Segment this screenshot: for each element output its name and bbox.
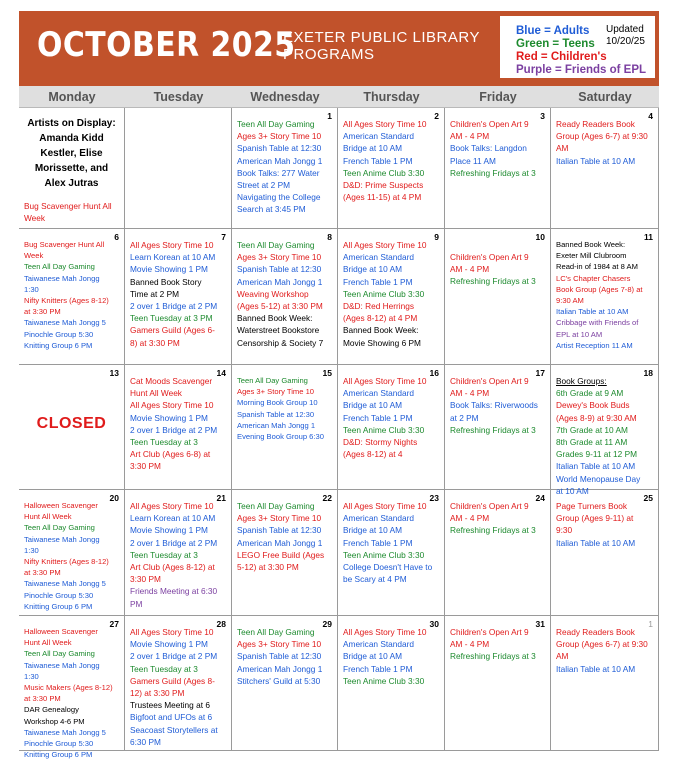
day-number: 30: [429, 619, 439, 629]
event-item: LEGO Free Build (Ages 5-12) at 3:30 PM: [237, 549, 325, 573]
event-item: Ages 3+ Story Time 10: [237, 639, 322, 650]
event-item: Teen Tuesday at 3: [130, 437, 198, 448]
event-list: [237, 118, 327, 216]
event-item: Bug Scavenger Hunt All Week: [24, 240, 105, 261]
day-cell: [551, 229, 659, 365]
event-item: Banned Book Story Time at 2 PM: [130, 276, 202, 299]
event-item: Refreshing Fridays at 3: [450, 276, 536, 287]
event-item: Nifty Knitters (Ages 8-12) at 3:30 PM: [24, 296, 109, 317]
day-number: 14: [216, 368, 226, 378]
event-item: American Mah Jongg 1: [237, 276, 323, 287]
day-number: 28: [216, 619, 226, 629]
weekday-monday: Monday: [48, 90, 96, 104]
event-item: Taiwanese Mah Jongg 5: [24, 727, 106, 737]
event-item: Pinochle Group 5:30: [24, 590, 94, 600]
event-list: [130, 375, 221, 473]
event-item: Page Turners Book Group (Ages 9-11) at 9:30: [556, 501, 634, 536]
event-item: Children's Open Art 9 AM - 4 PM: [450, 501, 529, 524]
event-item: Spanish Table at 12:30: [237, 264, 322, 275]
event-item: Cribbage with Friends of EPL at 10 AM: [556, 318, 639, 339]
event-list: [343, 239, 434, 349]
day-number: 3: [540, 111, 545, 121]
event-item: DAR Genealogy Workshop 4-6 PM: [24, 705, 85, 726]
legend-friends: Purple = Friends of EPL: [516, 64, 647, 76]
day-number: 9: [434, 232, 439, 242]
event-list: [450, 375, 540, 436]
event-item: Banned Book Week: Movie Showing 6 PM: [343, 325, 421, 348]
event-item: Morning Book Group 10: [237, 398, 318, 408]
event-item: Teen All Day Gaming: [237, 627, 315, 637]
event-item: Teen Tuesday at 3: [130, 663, 198, 674]
event-item: Knitting Group 6 PM: [24, 340, 93, 350]
event-item: Music Makers (Ages 8-12) at 3:30 PM: [24, 683, 113, 704]
event-item: Italian Table at 10 AM: [556, 307, 629, 317]
day-cell: [338, 365, 445, 490]
event-item: American Mah Jongg 1: [237, 537, 323, 548]
weekday-saturday: Saturday: [578, 90, 632, 104]
day-cell: [125, 229, 232, 365]
day-cell: [338, 108, 445, 229]
updated-label: Updated: [606, 24, 644, 35]
event-item: French Table 1 PM: [343, 155, 413, 166]
event-item: College Doesn't Have to be Scary at 4 PM: [343, 562, 433, 585]
day-number: 13: [109, 368, 119, 378]
day-number: 25: [643, 493, 653, 503]
event-item: All Ages Story Time 10: [130, 240, 214, 250]
weekday-friday: Friday: [479, 90, 517, 104]
event-item: Italian Table at 10 AM: [556, 461, 636, 472]
event-item: American Standard Bridge at 10 AM: [343, 639, 415, 662]
event-item: Movie Showing 1 PM: [130, 264, 208, 275]
event-list: [556, 500, 648, 549]
day-number: 11: [644, 232, 653, 242]
color-legend: [500, 16, 655, 78]
event-item: Teen Anime Club 3:30: [343, 167, 425, 178]
day-cell: [551, 365, 659, 496]
event-item: 2 over 1 Bridge at 2 PM: [130, 537, 218, 548]
event-item: Teen All Day Gaming: [24, 262, 95, 272]
day-cell: [125, 365, 232, 490]
event-item: Halloween Scavenger Hunt All Week: [24, 501, 98, 522]
event-item: Spanish Table at 12:30: [237, 525, 322, 536]
event-item: Children's Open Art 9 AM - 4 PM: [450, 627, 529, 650]
event-item: Pinochle Group 5:30: [24, 739, 94, 749]
event-item: Movie Showing 1 PM: [130, 639, 208, 650]
event-item: American Standard Bridge at 10 AM: [343, 131, 415, 154]
day-cell: [338, 229, 445, 365]
event-item: Spanish Table at 12:30: [237, 651, 322, 662]
event-list: [450, 626, 540, 663]
calendar-grid: [19, 86, 659, 760]
event-item: All Ages Story Time 10: [343, 376, 427, 386]
event-item: Teen Tuesday at 3 PM: [130, 313, 213, 324]
day-cell: [19, 490, 125, 616]
event-item: Learn Korean at 10 AM: [130, 513, 216, 524]
day-cell: [19, 616, 125, 760]
event-item: Book Talks: Langdon Place 11 AM: [450, 143, 527, 166]
event-list: [237, 239, 327, 349]
weekday-header-row: [19, 86, 659, 108]
artist-line: Amanda Kidd: [39, 133, 104, 144]
event-list: [556, 239, 648, 351]
day-number: 18: [643, 368, 653, 378]
event-item: Italian Table at 10 AM: [556, 155, 636, 166]
event-item: Spanish Table at 12:30: [237, 143, 322, 154]
day-cell: [445, 490, 551, 616]
day-number: 15: [322, 368, 332, 378]
event-item: Refreshing Fridays at 3: [450, 525, 536, 536]
weekday-tuesday: Tuesday: [153, 90, 204, 104]
event-item: Halloween Scavenger Hunt All Week: [24, 627, 98, 648]
event-item: Learn Korean at 10 AM: [130, 252, 216, 263]
event-item: Teen Anime Club 3:30: [343, 288, 425, 299]
event-item: American Standard Bridge at 10 AM: [343, 252, 415, 275]
event-list: [24, 626, 114, 760]
event-item: Nifty Knitters (Ages 8-12) at 3:30 PM: [24, 557, 109, 578]
artists-on-display: [19, 116, 124, 191]
event-item: 2 over 1 Bridge at 2 PM: [130, 424, 218, 435]
event-item: D&D: Prime Suspects (Ages 11-15) at 4 PM: [343, 180, 424, 203]
day-number: 21: [216, 493, 226, 503]
day-cell: [232, 108, 338, 229]
event-item: All Ages Story Time 10: [343, 627, 427, 637]
day-cell: [445, 229, 551, 365]
event-list: [130, 500, 221, 610]
event-item: Pinochle Group 5:30: [24, 329, 94, 339]
event-item: LC's Chapter Chasers Book Group (Ages 7-8) at 9:30 AM: [556, 273, 643, 306]
day-number: 29: [322, 619, 332, 629]
event-item: Taiwanese Mah Jongg 1:30: [24, 534, 100, 555]
event-list: [450, 251, 540, 288]
day-cell: [551, 616, 659, 751]
day-number: 27: [109, 619, 119, 629]
event-item: Movie Showing 1 PM: [130, 412, 208, 423]
calendar-header: [19, 11, 659, 86]
legend-adults: Blue = Adults: [516, 25, 590, 37]
day-number: 4: [648, 111, 653, 121]
event-item: All Ages Story Time 10: [343, 240, 427, 250]
event-item: Teen Tuesday at 3: [130, 549, 198, 560]
event-list: [450, 118, 540, 179]
day-number: 16: [429, 368, 439, 378]
event-item: All Ages Story Time 10: [130, 627, 214, 637]
event-item: Refreshing Fridays at 3: [450, 424, 536, 435]
event-item: 2 over 1 Bridge at 2 PM: [130, 301, 218, 312]
event-item: Teen All Day Gaming: [237, 119, 315, 129]
event-item: Banned Book Week: Waterstreet Bookstore Censorship & Society 7: [237, 313, 324, 348]
event-item: Italian Table at 10 AM: [556, 537, 636, 548]
event-item: Children's Open Art 9 AM - 4 PM: [450, 376, 529, 399]
artist-line: Alex Jutras: [44, 178, 99, 189]
event-item: Teen All Day Gaming: [24, 523, 95, 533]
day-cell: [19, 365, 125, 490]
event-item: Movie Showing 1 PM: [130, 525, 208, 536]
day-number: 8: [327, 232, 332, 242]
library-name: [283, 29, 480, 63]
event-list: [24, 200, 114, 224]
event-item: Teen Anime Club 3:30: [343, 424, 425, 435]
event-list: [556, 375, 648, 497]
event-item: Taiwanese Mah Jongg 5: [24, 318, 106, 328]
event-item: Teen Anime Club 3:30: [343, 675, 425, 686]
event-item: Friends Meeting at 6:30 PM: [130, 586, 218, 609]
event-item: 7th Grade at 10 AM: [556, 424, 628, 435]
event-item: Teen All Day Gaming: [24, 649, 95, 659]
day-cell: [551, 108, 659, 229]
event-item: Refreshing Fridays at 3: [450, 651, 536, 662]
event-item: French Table 1 PM: [343, 276, 413, 287]
event-item: Knitting Group 6 PM: [24, 750, 93, 760]
day-cell: [19, 229, 125, 365]
day-number: 31: [535, 619, 545, 629]
event-list: [237, 500, 327, 573]
weekday-wednesday: Wednesday: [250, 90, 320, 104]
event-item: Book Groups:: [556, 376, 607, 386]
event-item: Children's Open Art 9 AM - 4 PM: [450, 252, 529, 275]
event-item: Taiwanese Mah Jongg 1:30: [24, 273, 100, 294]
day-number: 10: [535, 232, 545, 242]
day-number: 1: [648, 619, 653, 629]
day-cell: [125, 490, 232, 616]
event-item: Teen All Day Gaming: [237, 240, 315, 250]
event-list: [237, 375, 327, 442]
weekday-thursday: Thursday: [363, 90, 420, 104]
day-cell: [19, 108, 125, 229]
day-number: 22: [322, 493, 332, 503]
day-number: 24: [535, 493, 545, 503]
day-cell: [232, 616, 338, 751]
event-item: Seacoast Storytellers at 6:30 PM: [130, 724, 218, 747]
event-item: American Mah Jongg 1: [237, 420, 316, 430]
event-item: Bug Scavenger Hunt All Week: [24, 201, 112, 224]
library-name-line-2: PROGRAMS: [283, 46, 375, 63]
day-cell: [551, 490, 659, 616]
event-item: Weaving Workshop (Ages 5-12) at 3:30 PM: [237, 288, 323, 312]
event-item: Italian Table at 10 AM: [556, 663, 636, 674]
event-item: American Mah Jongg 1: [237, 663, 323, 674]
event-item: American Standard Bridge at 10 AM: [343, 388, 415, 411]
day-cell: [232, 490, 338, 616]
day-cell: [232, 229, 338, 365]
event-item: Ages 3+ Story Time 10: [237, 387, 315, 397]
day-cell: [125, 108, 232, 229]
event-item: Ready Readers Book Group (Ages 6-7) at 9:30 AM: [556, 119, 648, 154]
event-item: Bigfoot and UFOs at 6: [130, 712, 213, 723]
event-list: [130, 239, 221, 349]
day-cell: [338, 616, 445, 751]
event-item: Children's Open Art 9 AM - 4 PM: [450, 119, 529, 142]
legend-children: Red = Children's: [516, 51, 607, 63]
artist-line: Kestler, Elise: [40, 148, 103, 159]
artist-line: Artists on Display:: [27, 118, 116, 129]
event-item: 2 over 1 Bridge at 2 PM: [130, 651, 218, 662]
event-item: Banned Book Week: Exeter Mill Clubroom Read-in of 1984 at 8 AM: [556, 240, 638, 272]
event-item: All Ages Story Time 10: [343, 501, 427, 511]
event-item: 6th Grade at 9 AM: [556, 388, 624, 399]
event-item: Dewey's Book Buds (Ages 8-9) at 9:30 AM: [556, 400, 637, 423]
event-item: Book Talks: Riverwoods at 2 PM: [450, 400, 538, 423]
day-number: 20: [109, 493, 119, 503]
day-number: 1: [327, 111, 332, 121]
event-item: Trustees Meeting at 6: [130, 700, 210, 711]
day-number: 17: [535, 368, 545, 378]
event-item: Evening Book Group 6:30: [237, 432, 324, 442]
day-cell: [445, 365, 551, 490]
event-list: [343, 626, 434, 687]
day-cell: [445, 108, 551, 229]
event-item: American Mah Jongg 1: [237, 155, 323, 166]
event-list: [24, 500, 114, 612]
event-item: Teen All Day Gaming: [237, 501, 315, 511]
day-cell: [125, 616, 232, 751]
event-list: [343, 118, 434, 203]
event-item: Gamers Guild (Ages 6-8) at 3:30 PM: [130, 325, 215, 348]
event-item: All Ages Story Time 10: [130, 400, 214, 411]
event-item: World Menopause Day at 10 AM: [556, 473, 641, 496]
event-item: French Table 1 PM: [343, 412, 413, 423]
event-item: Knitting Group 6 PM: [24, 601, 93, 611]
event-item: D&D: Stormy Nights (Ages 8-12) at 4: [343, 437, 418, 460]
event-item: All Ages Story Time 10: [343, 119, 427, 129]
event-item: Ages 3+ Story Time 10: [237, 131, 322, 142]
event-item: Artist Reception 11 AM: [556, 340, 633, 350]
day-number: 23: [429, 493, 439, 503]
event-item: French Table 1 PM: [343, 663, 413, 674]
event-item: French Table 1 PM: [343, 537, 413, 548]
event-item: Refreshing Fridays at 3: [450, 167, 536, 178]
calendar-title: OCTOBER 2025: [37, 25, 296, 65]
event-list: [130, 626, 221, 748]
event-item: Cat Moods Scavenger Hunt All Week: [130, 376, 213, 399]
event-item: Gamers Guild (Ages 8-12) at 3:30 PM: [130, 675, 215, 699]
day-cell: [445, 616, 551, 751]
event-item: Teen All Day Gaming: [237, 376, 308, 385]
event-item: American Standard Bridge at 10 AM: [343, 513, 415, 536]
closed-label: CLOSED: [36, 415, 107, 432]
event-item: All Ages Story Time 10: [130, 501, 214, 511]
legend-teens: Green = Teens: [516, 38, 595, 50]
day-number: 2: [434, 111, 439, 121]
event-item: 8th Grade at 11 AM: [556, 437, 628, 448]
event-list: [556, 626, 648, 675]
day-number: 6: [114, 232, 119, 242]
artist-line: Morissette, and: [34, 163, 109, 174]
event-item: Grades 9-11 at 12 PM: [556, 449, 638, 460]
event-item: Navigating the College Search at 3:45 PM: [237, 192, 321, 215]
event-item: D&D: Red Herrings (Ages 8-12) at 4 PM: [343, 301, 418, 324]
event-list: [450, 500, 540, 537]
updated-date: 10/20/25: [606, 36, 645, 47]
event-list: [237, 626, 327, 687]
day-cell: [338, 490, 445, 616]
event-list: [24, 239, 114, 351]
event-item: Taiwanese Mah Jongg 1:30: [24, 660, 100, 681]
event-item: Stitchers' Guild at 5:30: [237, 675, 321, 686]
event-item: Ages 3+ Story Time 10: [237, 513, 322, 524]
event-item: Art Club (Ages 8-12) at 3:30 PM: [130, 562, 215, 585]
event-item: Teen Anime Club 3:30: [343, 549, 425, 560]
event-item: Taiwanese Mah Jongg 5: [24, 579, 106, 589]
event-item: Book Talks: 277 Water Street at 2 PM: [237, 167, 320, 191]
day-cell: [232, 365, 338, 490]
library-name-line-1: EXETER PUBLIC LIBRARY: [283, 29, 480, 46]
event-list: [343, 500, 434, 585]
event-item: Ready Readers Book Group (Ages 6-7) at 9:30 AM: [556, 627, 648, 662]
event-item: Spanish Table at 12:30: [237, 409, 315, 419]
event-list: [556, 118, 648, 167]
event-item: Art Club (Ages 6-8) at 3:30 PM: [130, 449, 211, 472]
event-list: [343, 375, 434, 460]
day-number: 7: [221, 232, 226, 242]
event-item: Ages 3+ Story Time 10: [237, 252, 322, 263]
